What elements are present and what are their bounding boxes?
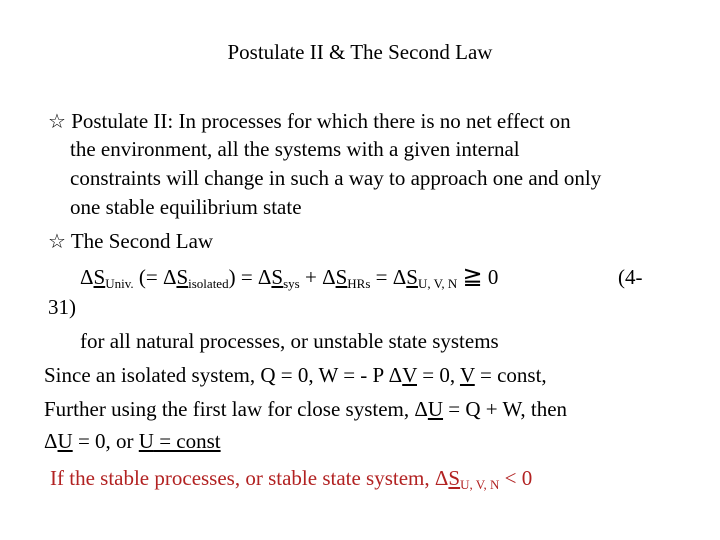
volume-symbol: V xyxy=(402,363,417,387)
entropy-symbol: S xyxy=(176,265,189,289)
equation-part: 0 xyxy=(482,265,499,289)
volume-symbol: V xyxy=(459,363,475,387)
equation-part: ) = Δ xyxy=(228,265,272,289)
second-law-heading xyxy=(48,228,213,254)
text-part: = 0, xyxy=(417,363,460,387)
postulate-line-2: the environment, all the systems with a given internal xyxy=(70,137,520,161)
text-part: Since an isolated system, Q = 0, W = - P Δ xyxy=(44,363,403,387)
text-part: If the stable processes, or stable state system, Δ xyxy=(50,466,449,490)
equation-part: = Δ xyxy=(370,265,407,289)
delta: Δ xyxy=(80,265,94,289)
entropy-symbol: S xyxy=(448,466,461,490)
postulate-line-4: one stable equilibrium state xyxy=(70,195,302,219)
stable-processes-line xyxy=(50,465,532,491)
equation-number-cont: 31) xyxy=(48,295,76,319)
equation-part: + Δ xyxy=(299,265,336,289)
star-bullet-icon: ☆ xyxy=(48,229,66,253)
subscript: Univ. xyxy=(105,276,134,291)
star-bullet-icon: ☆ xyxy=(48,109,66,133)
energy-symbol: U xyxy=(138,429,154,453)
text-part: = Q + W, then xyxy=(443,397,568,421)
energy-symbol: U xyxy=(57,429,73,453)
isolated-system-line xyxy=(44,362,547,388)
entropy-equation xyxy=(80,264,498,290)
page-title: Postulate II & The Second Law xyxy=(227,40,493,64)
text-part: = const xyxy=(153,429,221,453)
subscript: U, V, N xyxy=(460,477,500,492)
postulate-line-3: constraints will change in such a way to approach one and only xyxy=(70,166,602,190)
entropy-symbol: S xyxy=(335,265,348,289)
equation-part: (= Δ xyxy=(133,265,177,289)
text-part: Further using the first law for close system, Δ xyxy=(44,397,428,421)
subscript: sys xyxy=(283,276,300,291)
second-law-text: The Second Law xyxy=(70,229,214,253)
energy-symbol: U xyxy=(427,397,444,421)
entropy-symbol: S xyxy=(93,265,106,289)
delta: Δ xyxy=(44,429,58,453)
text-part: = 0, or xyxy=(72,429,139,453)
subscript: U, V, N xyxy=(417,276,458,291)
subscript: isolated xyxy=(188,276,229,291)
text-part: = const, xyxy=(474,363,547,387)
natural-processes-line: for all natural processes, or unstable state systems xyxy=(80,329,499,353)
entropy-symbol: S xyxy=(271,265,284,289)
entropy-symbol: S xyxy=(406,265,418,289)
postulate-text: Postulate II: In processes for which there is no net effect on xyxy=(71,109,571,133)
equation-number: (4- xyxy=(618,265,643,289)
result-line xyxy=(44,428,221,454)
text-part: < 0 xyxy=(499,466,533,490)
geq-symbol: ≧ xyxy=(462,264,483,290)
first-law-line xyxy=(44,396,567,422)
subscript: HRs xyxy=(347,276,371,291)
postulate-line-1 xyxy=(48,108,571,134)
